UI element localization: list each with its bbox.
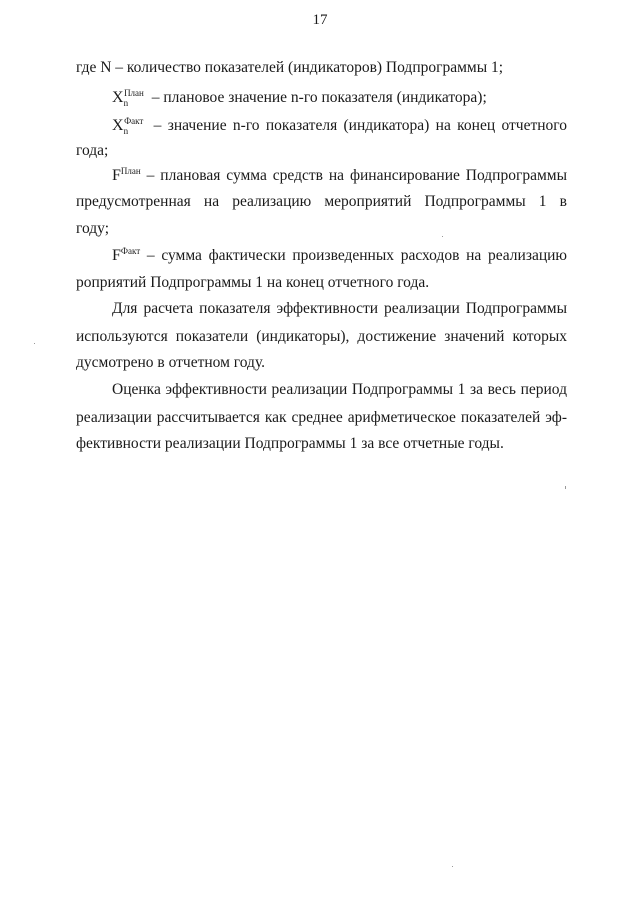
superscript-fact: Факт (124, 116, 144, 126)
superscript-plan: План (124, 87, 144, 98)
paragraph-evaluation-line-2: реализации рассчитывается как среднее арифметическое показателей эф- (76, 409, 567, 426)
symbol-x: X (112, 89, 124, 106)
symbol-f: F (112, 167, 121, 184)
text-line-continuation: роприятий Подпрограммы 1 на конец отчетного года. (76, 274, 430, 291)
symbol-f: F (112, 247, 121, 264)
definition-text: – значение n-го показателя (индикатора) на конец отчетного (147, 117, 567, 134)
text-line-f-plan (112, 166, 567, 188)
definition-text: – плановое значение n-го показателя (индикатора); (147, 89, 487, 106)
paragraph-evaluation-line-1: Оценка эффективности реализации Подпрограммы 1 за весь период (112, 381, 567, 398)
scan-speck (565, 486, 566, 489)
scan-speck (442, 236, 443, 237)
paragraph-evaluation-line-3: фективности реализации Подпрограммы 1 за все отчетные годы. (76, 435, 504, 452)
text-line-f-fact (112, 246, 567, 268)
text-line-continuation: году; (76, 220, 110, 237)
text-line-continuation: предусмотренная на реализацию мероприятий Подпрограммы 1 в (76, 193, 567, 210)
page-number: 17 (312, 12, 328, 28)
definition-text: – плановая сумма средств на финансирование Подпрограммы (146, 167, 567, 184)
paragraph-indicators-line-1: Для расчета показателя эффективности реализации Подпрограммы (112, 300, 567, 317)
text-line-x-fact (112, 116, 567, 138)
superscript-plan: План (120, 166, 141, 176)
paragraph-indicators-line-2: используются показатели (индикаторы), достижение значений которых (76, 328, 567, 345)
superscript-fact: Факт (120, 246, 141, 256)
paragraph-indicators-line-3: дусмотрено в отчетном году. (76, 354, 266, 371)
subscript-n: n (123, 126, 129, 137)
text-line-continuation: года; (76, 142, 109, 159)
symbol-x: X (112, 117, 124, 134)
subscript-n: n (123, 98, 129, 109)
text-line-n-definition: где N – количество показателей (индикаторов) Подпрограммы 1; (76, 59, 504, 76)
text-line-x-plan (112, 88, 487, 108)
scan-speck (34, 343, 35, 344)
scan-speck (452, 866, 453, 867)
definition-text: – сумма фактически произведенных расходов на реализацию (146, 247, 567, 264)
